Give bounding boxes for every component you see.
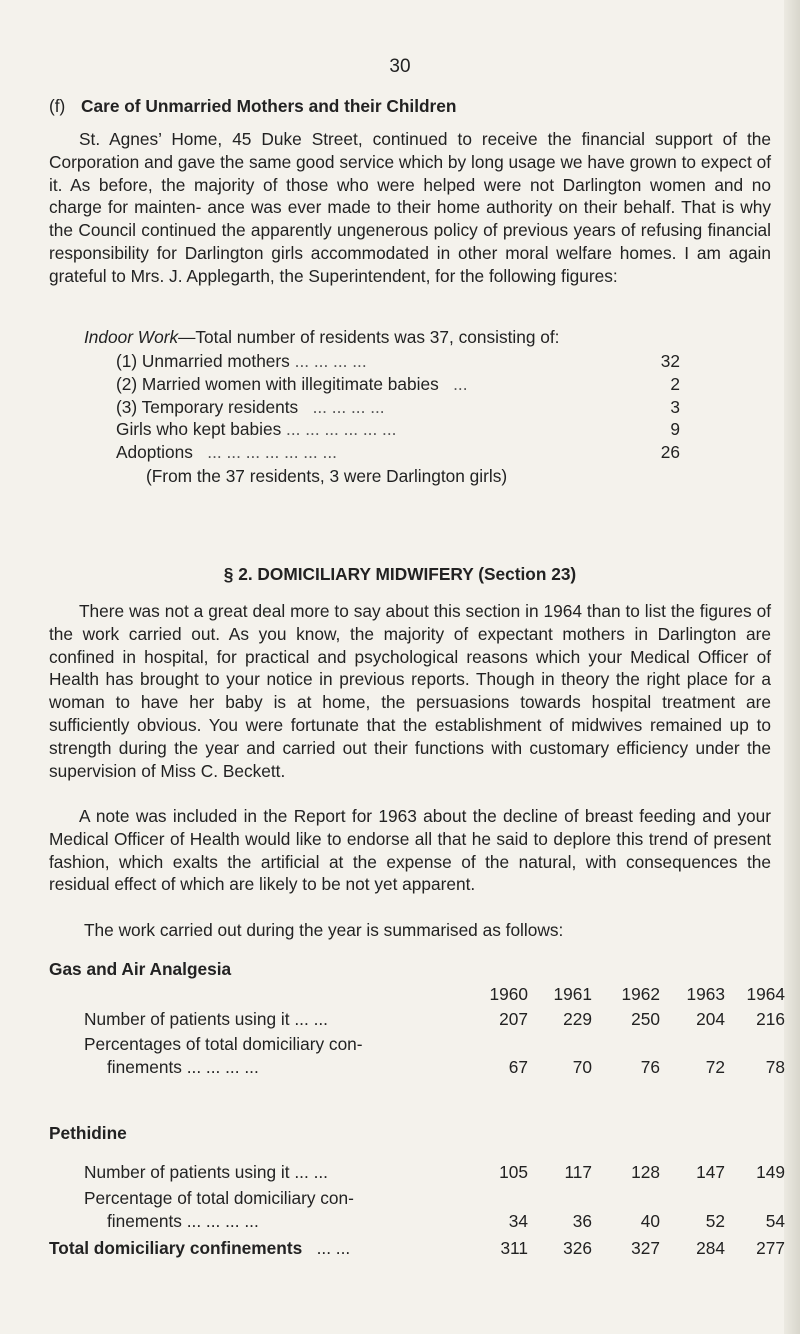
- pethidine-heading-block: [49, 1122, 775, 1145]
- indoor-work-text: —Total number of residents was 37, consisting of:: [178, 327, 560, 347]
- cell: 277: [756, 1238, 785, 1258]
- list-item-value: 26: [660, 442, 680, 463]
- list-item-dots: ... ... ... ...: [312, 396, 385, 417]
- list-item: [116, 441, 680, 464]
- total-dots: ... ...: [316, 1238, 351, 1258]
- list-item-dots: ...: [453, 373, 468, 394]
- list-item: [116, 396, 680, 419]
- section-f-label: (f): [49, 96, 66, 116]
- list-item-value: 2: [670, 373, 680, 394]
- cell: 284: [696, 1238, 725, 1258]
- year-header: 1960: [489, 984, 528, 1004]
- year-header: 1963: [686, 984, 725, 1004]
- cell: 311: [500, 1238, 528, 1258]
- section-2-heading: § 2. DOMICILIARY MIDWIFERY (Section 23): [223, 564, 577, 584]
- row-label: [49, 1237, 350, 1260]
- cell: 54: [765, 1210, 785, 1231]
- cell: 149: [756, 1162, 785, 1182]
- gas-air-heading: Gas and Air Analgesia: [49, 959, 232, 979]
- cell: 250: [631, 1009, 660, 1029]
- row-label: Percentage of total domiciliary con-: [84, 1188, 354, 1208]
- cell: 326: [563, 1238, 592, 1258]
- list-item-label: (2) Married women with illegitimate babies: [116, 373, 439, 394]
- list-item-value: 3: [670, 396, 680, 417]
- list-item-dots: ... ... ... ... ... ...: [286, 419, 397, 440]
- cell: 70: [572, 1056, 592, 1077]
- list-item-value: 9: [670, 419, 680, 440]
- cell: 204: [696, 1009, 725, 1029]
- table-row: [49, 1187, 785, 1233]
- list-item-dots: ... ... ... ...: [294, 351, 367, 371]
- total-label: Total domiciliary confinements: [49, 1238, 303, 1258]
- list-item: [116, 373, 680, 396]
- residents-note: (From the 37 residents, 3 were Darlington girls): [146, 466, 508, 486]
- list-item-label: (1) Unmarried mothers: [116, 351, 290, 371]
- year-header-row: [49, 983, 785, 1006]
- year-header: 1961: [553, 984, 592, 1004]
- cell: 52: [705, 1210, 725, 1231]
- section-2-paragraph-3: The work carried out during the year is summarised as follows:: [84, 920, 564, 940]
- page-edge-shadow: [784, 0, 800, 1334]
- residents-list: [116, 350, 680, 464]
- list-item: [116, 418, 680, 441]
- cell: 327: [631, 1238, 660, 1258]
- cell: 40: [640, 1210, 660, 1231]
- year-header: 1964: [746, 984, 785, 1004]
- list-item-label: (3) Temporary residents: [116, 396, 299, 417]
- cell: 34: [508, 1210, 528, 1231]
- row-label: Number of patients using it ... ...: [84, 1009, 328, 1029]
- cell: 216: [756, 1009, 785, 1029]
- cell: 78: [765, 1056, 785, 1077]
- section-2-paragraph-1: There was not a great deal more to say about this section in 1964 than to list the figures of the work carried out. As you know, the majority of expectant mothers in Darlington are confined in hospital, for practical and psychological reasons which your Medical Officer of Health has brought to your notice in previous reports. Though in theory the right place for a woman to have her baby is at home, the persuasions towards hospital treatment are sufficiently obvious. You were fortunate that the establishment of midwives remained up to strength during the year and carried out their functions with customary efficiency under the supervision of Miss C. Beckett.: [49, 601, 771, 781]
- cell: 147: [696, 1162, 725, 1182]
- row-label: finements ... ... ... ...: [107, 1056, 259, 1077]
- list-item: [116, 350, 680, 373]
- table-row: [49, 1161, 785, 1184]
- section-f-heading: [49, 95, 456, 118]
- cell: 229: [563, 1009, 592, 1029]
- table-row: [49, 1033, 785, 1079]
- page-number: 30: [389, 56, 411, 77]
- row-label: finements ... ... ... ...: [107, 1210, 259, 1231]
- table-row: [49, 1008, 785, 1031]
- table-row: [49, 1237, 785, 1260]
- indoor-work-label: Indoor Work: [84, 327, 179, 347]
- cell: 207: [499, 1009, 528, 1029]
- pethidine-heading: Pethidine: [49, 1123, 127, 1143]
- list-item-dots: ... ... ... ... ... ... ...: [207, 442, 337, 463]
- cell: 117: [564, 1162, 592, 1182]
- indoor-work-line: [84, 326, 559, 349]
- cell: 36: [572, 1210, 592, 1231]
- section-f-paragraph: St. Agnes’ Home, 45 Duke Street, continued to receive the financial support of the Corporation and gave the same good service which by long usage we have grown to expect of it. As before, the majority of those who were helped were not Darlington women and no charge for mainten- ance was ever made to their home authority on their behalf. That is why the Council continued the apparently ungenerous policy of previous years of refusing financial responsibility for Darlington girls accommodated in other moral welfare homes. I am again grateful to Mrs. J. Applegarth, the Superintendent, for the following figures:: [49, 129, 771, 286]
- row-label: Number of patients using it ... ...: [84, 1162, 328, 1182]
- list-item-label: Adoptions: [116, 442, 193, 463]
- cell: 105: [499, 1162, 528, 1182]
- section-2-paragraph-2: A note was included in the Report for 1963 about the decline of breast feeding and your Medical Officer of Health would like to endorse all that he said to deplore this trend of present fashion, which exalts the artificial at the expense of the natural, with consequences the residual effect of which are likely to be not yet apparent.: [49, 806, 771, 895]
- cell: 128: [631, 1162, 660, 1182]
- list-item-value: 32: [660, 351, 680, 371]
- gas-air-heading-block: [49, 958, 775, 981]
- year-header: 1962: [621, 984, 660, 1004]
- list-item-label: Girls who kept babies: [116, 419, 282, 440]
- row-label: Percentages of total domiciliary con-: [84, 1034, 363, 1054]
- cell: 76: [640, 1056, 660, 1077]
- cell: 67: [508, 1056, 528, 1077]
- section-f-title: Care of Unmarried Mothers and their Children: [81, 96, 457, 116]
- cell: 72: [705, 1056, 725, 1077]
